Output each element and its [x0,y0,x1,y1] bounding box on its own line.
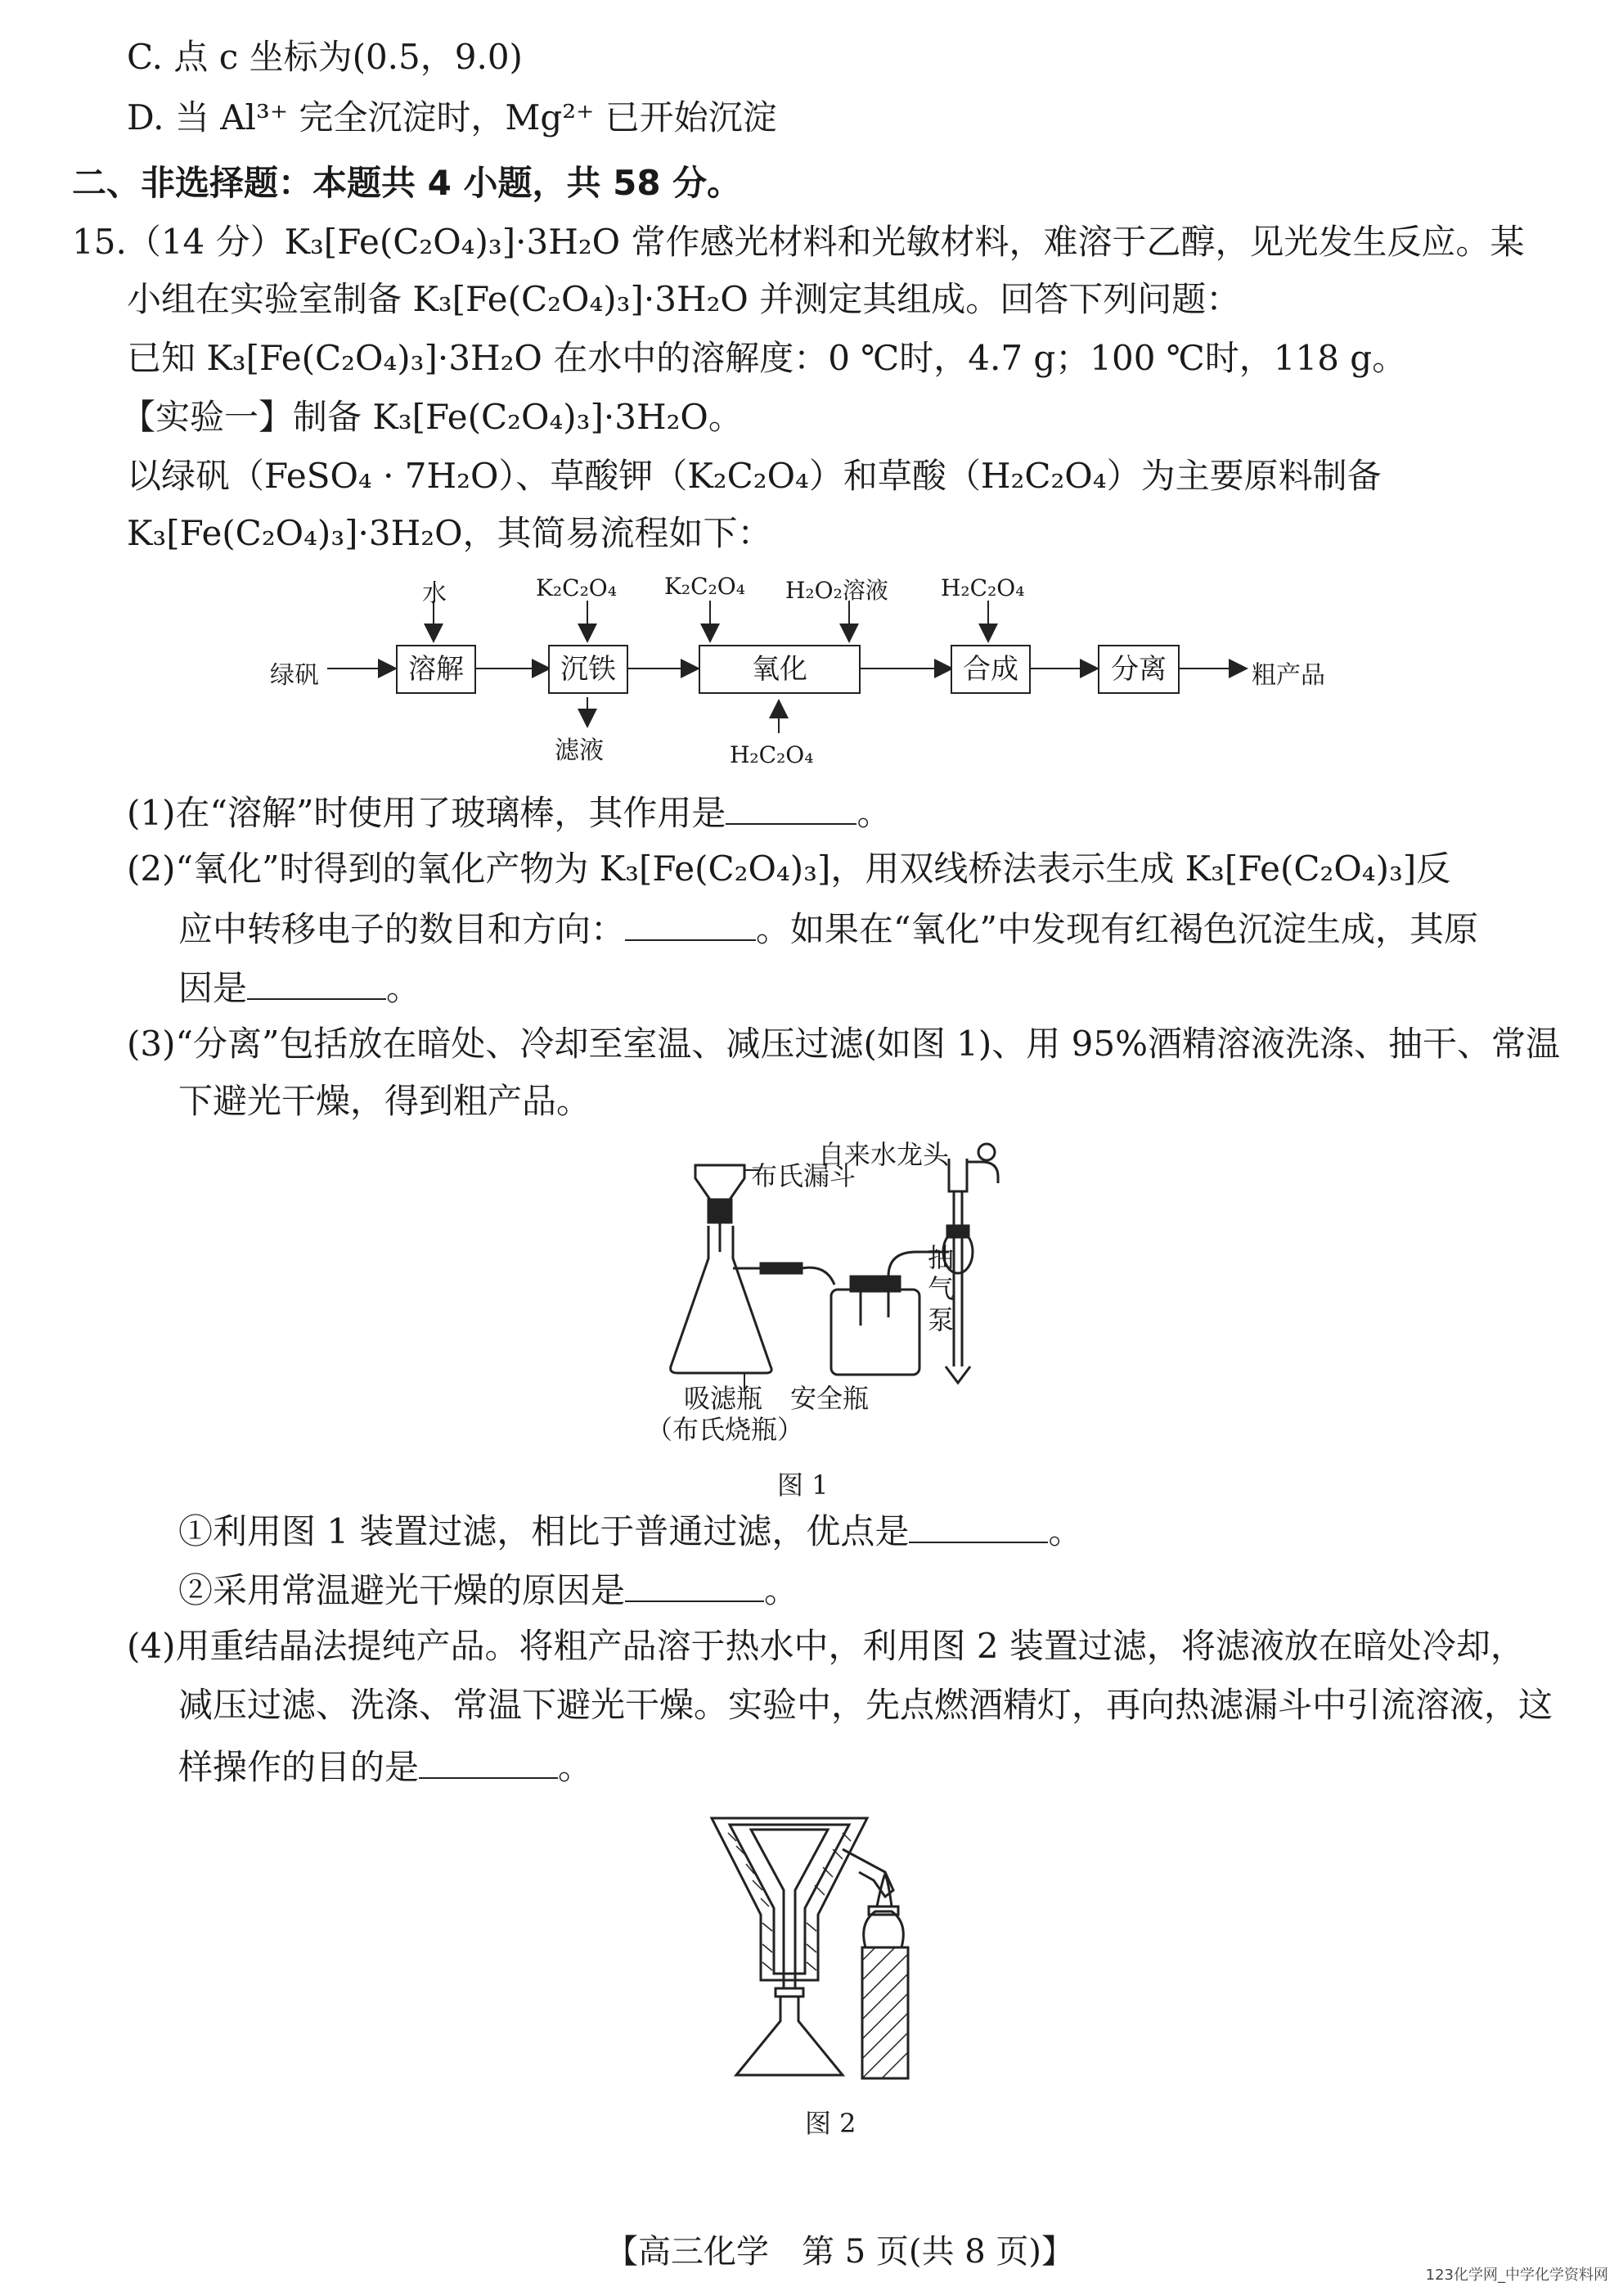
q15-materials-line2: K₃[Fe(C₂O₄)₃]·3H₂O，其简易流程如下： [127,513,772,553]
flow-end-label: 粗产品 [1252,661,1325,690]
flow-input-k2c2o4-a: K₂C₂O₄ [536,574,617,601]
question-3-ii: ②采用常温避光干燥的原因是 。 [178,1564,798,1614]
label-suction-flask-alt: （布氏烧瓶） [646,1414,804,1445]
flow-step-oxidation: 氧化 [699,645,861,694]
q15-line1: 15.（14 分）K₃[Fe(C₂O₄)₃]·3H₂O 常作感光材料和光敏材料，难溶于乙醇，见光发生反应。某 [72,222,1525,262]
flow-input-k2c2o4-b: K₂C₂O₄ [664,573,745,600]
experiment-1-title: 【实验一】制备 K₃[Fe(C₂O₄)₃]·3H₂O。 [121,397,743,437]
flow-step-synthesis: 合成 [951,645,1031,694]
label-pump-1: 抽 [928,1242,955,1273]
flow-start-label: 绿矾 [270,661,319,690]
label-suction-flask: 吸滤瓶 [684,1383,763,1414]
question-3-line2: 下避光干燥，得到粗产品。 [178,1081,591,1121]
question-3-line1: (3)“分离”包括放在暗处、冷却至室温、减压过滤(如图 1)、用 95%酒精溶液洗涤、抽干、常温 [127,1024,1560,1064]
flow-input-water: 水 [422,579,447,608]
question-4-line1: (4)用重结晶法提纯产品。将粗产品溶于热水中，利用图 2 装置过滤，将滤液放在暗处冷却， [127,1626,1525,1666]
question-2-line2: 应中转移电子的数目和方向： 。如果在“氧化”中发现有红褐色沉淀生成，其原 [178,903,1478,952]
flow-step-iron-precipitation: 沉铁 [548,645,628,694]
label-safety-bottle: 安全瓶 [790,1383,870,1414]
q15-materials-line1: 以绿矾（FeSO₄ · 7H₂O）、草酸钾（K₂C₂O₄）和草酸（H₂C₂O₄）为主要原料制备 [127,456,1382,496]
flow-input-h2c2o4-bottom: H₂C₂O₄ [730,741,814,768]
figure-2-caption: 图 2 [805,2108,856,2139]
answer-blank-2b[interactable] [247,962,386,1000]
flow-step-separation: 分离 [1098,645,1180,694]
label-buchner-funnel: 布氏漏斗 [751,1160,856,1191]
flow-output-filtrate: 滤液 [555,736,604,765]
flow-input-h2c2o4-top: H₂C₂O₄ [941,574,1025,601]
answer-blank-3ii[interactable] [625,1564,764,1602]
question-3-i: ①利用图 1 装置过滤，相比于普通过滤，优点是 。 [178,1506,1082,1555]
q15-solubility: 已知 K₃[Fe(C₂O₄)₃]·3H₂O 在水中的溶解度：0 ℃时，4.7 g；100 ℃时，118 g。 [127,338,1407,378]
answer-blank-3i[interactable] [909,1506,1048,1543]
answer-blank-2a[interactable] [625,903,756,941]
question-4-line3: 样操作的目的是 。 [178,1741,592,1790]
flow-step-dissolve: 溶解 [396,645,476,694]
label-pump-2: 气 [928,1273,955,1304]
watermark: 123化学网_中学化学资料网 [1425,2267,1608,2284]
question-4-line2: 减压过滤、洗涤、常温下避光干燥。实验中，先点燃酒精灯，再向热滤漏斗中引流溶液，这 [178,1685,1553,1725]
question-2-line1: (2)“氧化”时得到的氧化产物为 K₃[Fe(C₂O₄)₃]，用双线桥法表示生成 K₃[Fe(C₂O₄)₃]反 [127,849,1451,889]
question-1: (1)在“溶解”时使用了玻璃棒，其作用是 。 [127,787,891,836]
q15-line2: 小组在实验室制备 K₃[Fe(C₂O₄)₃]·3H₂O 并测定其组成。回答下列问题： [127,279,1241,319]
answer-blank-4[interactable] [419,1741,558,1779]
option-d: D. 当 Al³⁺ 完全沉淀时，Mg²⁺ 已开始沉淀 [127,97,777,137]
figure-2-hot-filtration [704,1800,982,2087]
option-c: C. 点 c 坐标为(0.5，9.0) [127,37,523,77]
figure-1-caption: 图 1 [777,1470,829,1501]
label-pump-3: 泵 [928,1304,955,1335]
answer-blank-1[interactable] [726,787,856,825]
page-footer: 【高三化学 第 5 页(共 8 页)】 [605,2233,1074,2271]
flow-input-h2o2: H₂O₂溶液 [785,577,888,604]
question-2-line3: 因是 。 [178,962,420,1011]
label-water-tap: 自来水龙头 [818,1139,950,1170]
section-title: 二、非选择题：本题共 4 小题，共 58 分。 [72,163,742,203]
